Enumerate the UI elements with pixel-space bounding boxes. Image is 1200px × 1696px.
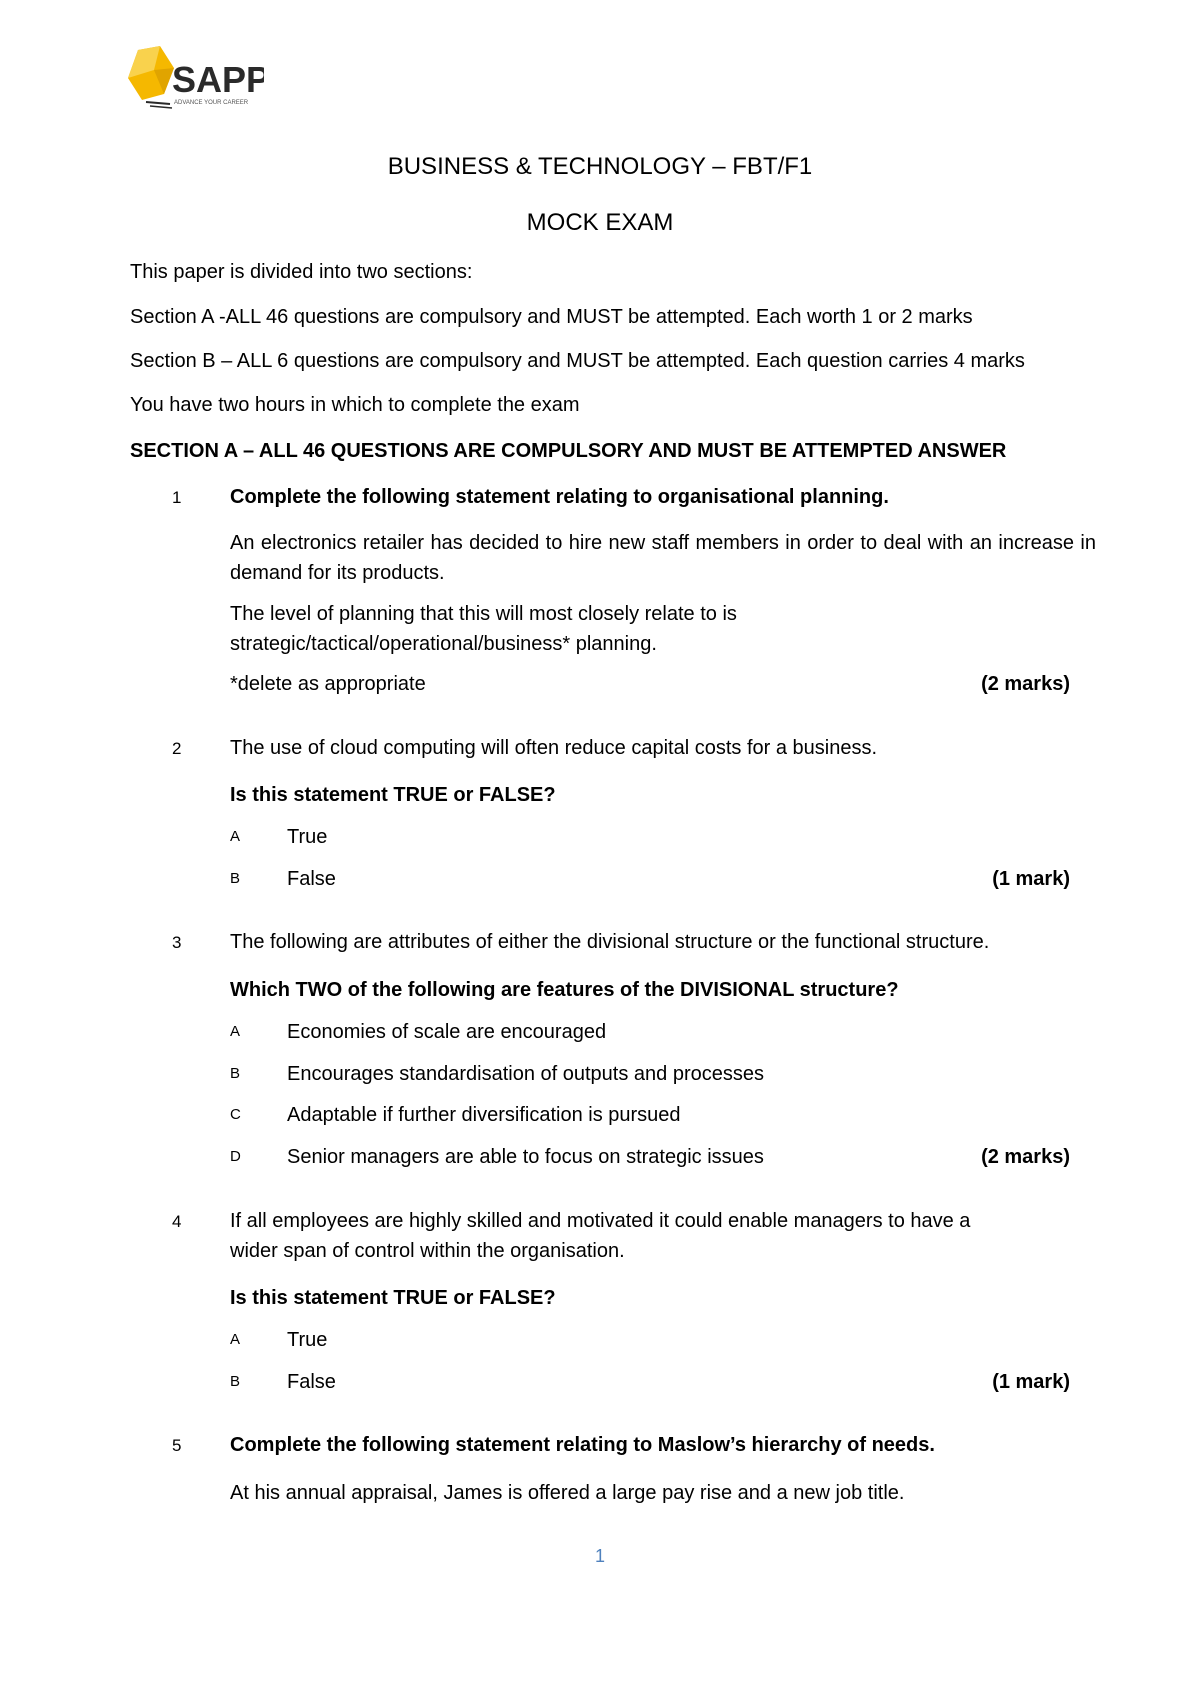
option-letter: D: [230, 1148, 241, 1165]
question-number: 5: [172, 1436, 182, 1455]
page-number: 1: [594, 1546, 605, 1566]
question-ask: Is this statement TRUE or FALSE?: [230, 784, 556, 806]
intro-line: This paper is divided into two sections:: [130, 261, 473, 283]
question-number: 4: [172, 1212, 182, 1231]
question-line: strategic/tactical/operational/business* planning.: [230, 633, 657, 655]
section-a-heading: SECTION A – ALL 46 QUESTIONS ARE COMPULSORY AND MUST BE ATTEMPTED ANSWER: [130, 440, 1007, 462]
option-text: True: [287, 826, 328, 848]
question-number: 1: [172, 488, 182, 507]
question-ask: Which TWO of the following are features of the DIVISIONAL structure?: [230, 979, 899, 1001]
question-prompt: wider span of control within the organisation.: [230, 1240, 625, 1262]
option-text: Senior managers are able to focus on strategic issues: [287, 1146, 764, 1168]
option-text: Economies of scale are encouraged: [287, 1021, 607, 1043]
question-prompt: Complete the following statement relating to Maslow’s hierarchy of needs.: [230, 1434, 935, 1456]
question-note: *delete as appropriate: [230, 673, 426, 695]
logo-wordmark: SAPP: [172, 59, 264, 100]
question-marks: (2 marks): [981, 673, 1070, 695]
logo-tagline: ADVANCE YOUR CAREER: [174, 100, 249, 106]
option-letter: B: [230, 1065, 241, 1082]
option-text: False: [287, 1371, 336, 1393]
option-letter: B: [230, 870, 241, 887]
question-prompt: The use of cloud computing will often reduce capital costs for a business.: [230, 737, 878, 759]
option-text: Encourages standardisation of outputs and processes: [287, 1063, 764, 1085]
option-letter: A: [230, 828, 241, 845]
question-prompt: If all employees are highly skilled and motivated it could enable managers to have a: [230, 1210, 971, 1232]
option-text: False: [287, 868, 336, 890]
question-number: 2: [172, 739, 182, 758]
logo-mark-icon: [124, 44, 264, 124]
option-letter: B: [230, 1373, 241, 1390]
option-text: True: [287, 1329, 328, 1351]
option-letter: A: [230, 1023, 241, 1040]
option-text: Adaptable if further diversification is pursued: [287, 1104, 681, 1126]
question-marks: (2 marks): [981, 1146, 1070, 1168]
question-prompt: Complete the following statement relating to organisational planning.: [230, 486, 889, 508]
question-prompt: The following are attributes of either the divisional structure or the functional structure.: [230, 931, 990, 953]
option-letter: C: [230, 1106, 241, 1123]
option-letter: A: [230, 1331, 241, 1348]
question-marks: (1 mark): [992, 868, 1070, 890]
question-marks: (1 mark): [992, 1371, 1070, 1393]
intro-section-a: Section A -ALL 46 questions are compulsory and MUST be attempted. Each worth 1 or 2 marks: [130, 306, 973, 328]
exam-subtitle: MOCK EXAM: [526, 209, 674, 236]
intro-time: You have two hours in which to complete the exam: [130, 394, 580, 416]
intro-section-b: Section B – ALL 6 questions are compulsory and MUST be attempted. Each question carries 4 marks: [130, 350, 1025, 372]
question-paragraph: At his annual appraisal, James is offered a large pay rise and a new job title.: [230, 1482, 905, 1504]
question-line: The level of planning that this will most closely relate to is: [230, 603, 737, 625]
exam-title: BUSINESS & TECHNOLOGY – FBT/F1: [387, 153, 813, 180]
sapp-logo: [124, 44, 264, 124]
question-number: 3: [172, 933, 182, 952]
question-ask: Is this statement TRUE or FALSE?: [230, 1287, 556, 1309]
question-paragraph: An electronics retailer has decided to hire new staff members in order to deal with an increase in demand for its products.: [230, 532, 1096, 584]
